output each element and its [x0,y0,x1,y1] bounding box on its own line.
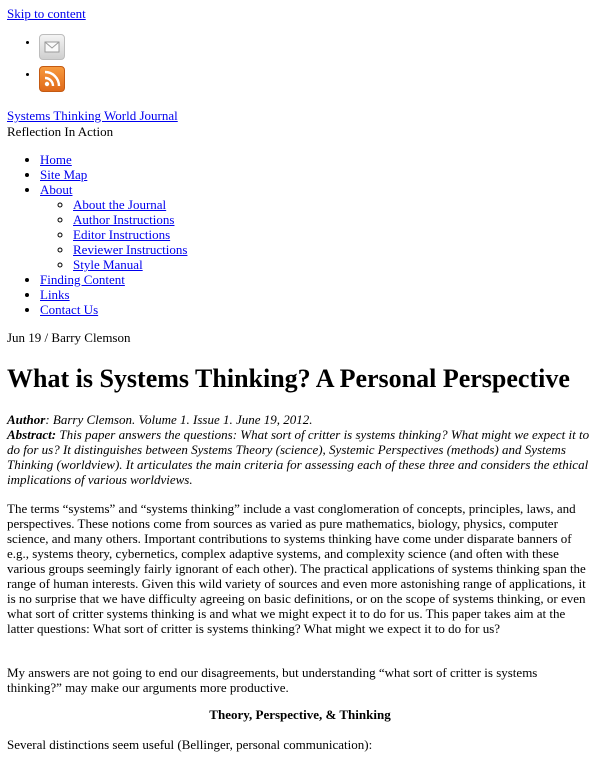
social-links [7,34,65,98]
main-navigation [7,152,187,317]
nav-links[interactable]: Links [40,287,70,302]
site-title-link[interactable]: Systems Thinking World Journal [7,108,178,123]
nav-editor-instructions[interactable]: Editor Instructions [73,227,171,242]
nav-site-map[interactable]: Site Map [40,167,88,182]
post-meta: Jun 19 / Barry Clemson [7,330,131,345]
mail-icon[interactable] [39,34,65,60]
nav-style-manual[interactable]: Style Manual [73,257,143,272]
post-abstract-block [7,412,591,487]
body-paragraph-3: Several distinctions seem useful (Bellinger, personal communication): [7,737,373,752]
abstract-label: Abstract: [7,427,57,442]
site-tagline: Reflection In Action [7,124,114,139]
nav-reviewer-instructions[interactable]: Reviewer Instructions [73,242,188,257]
abstract-text: This paper answers the questions: What sort of critter is systems thinking? What might we expect it to do for us? It distinguishes between Systems Theory (science), Systemic Perspectives (methods) and Systems Thinking (worldview). It articulates the main criteria for assessing each of these three and considers the ethical implications of various worldviews. [7,427,590,487]
about-submenu [40,197,187,272]
author-label: Author [7,412,46,427]
nav-author-instructions[interactable]: Author Instructions [73,212,175,227]
nav-about[interactable]: About [40,182,73,197]
section-heading: Theory, Perspective, & Thinking [209,707,391,722]
skip-to-content-link[interactable]: Skip to content [7,6,86,21]
social-item-email [39,34,65,64]
nav-finding-content[interactable]: Finding Content [40,272,125,287]
post-title: What is Systems Thinking? A Personal Perspective [7,364,570,393]
rss-icon[interactable] [39,66,65,92]
nav-contact-us[interactable]: Contact Us [40,302,99,317]
nav-about-the-journal[interactable]: About the Journal [73,197,167,212]
author-info: : Barry Clemson. Volume 1. Issue 1. June 19, 2012. [45,412,313,427]
social-item-rss [39,66,65,96]
body-paragraph-1: The terms “systems” and “systems thinking” include a vast conglomeration of concepts, principles, laws, and perspectives. These notions come from sources as varied as pure mathematics, biology, physics, computer science, and many others. Important contributions to systems thinking have come under disparate banners of e.g., systems theory, cybernetics, complex adaptive systems, and complexity science (and often with these various groups seemingly fairly ignorant of each other). The practical applications of systems thinking span the range of human interests. Given this wild variety of sources and even more astonishing range of applications, it is no surprise that we have difficulty agreeing on basic definitions, or on the scope of systems thinking, or even what sort of critter systems thinking is and what we might expect it to do for us. This paper takes aim at the latter questions: What sort of critter is systems thinking? What might we expect it to do for us? [7,501,586,636]
body-paragraph-2: My answers are not going to end our disagreements, but understanding “what sort of critter is systems thinking?” may make our arguments more productive. [7,665,538,695]
nav-home[interactable]: Home [40,152,72,167]
